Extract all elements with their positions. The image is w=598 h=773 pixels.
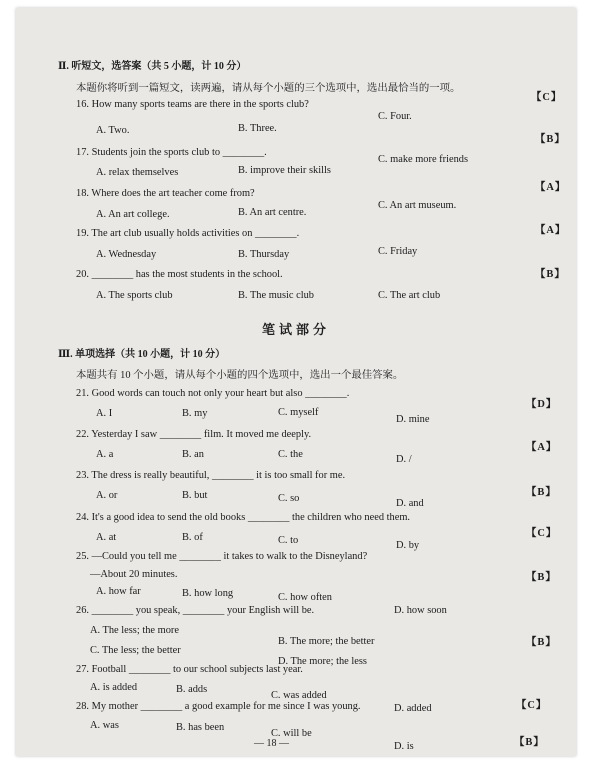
option-19-a: A. Wednesday bbox=[96, 249, 157, 260]
answer-21: 【D】 bbox=[526, 399, 558, 410]
option-25-a: A. how far bbox=[96, 586, 141, 597]
option-21-d: D. mine bbox=[396, 414, 430, 425]
option-22-a: A. a bbox=[96, 449, 114, 460]
question-23: 23. The dress is really beautiful, ________ it is too small for me. bbox=[76, 470, 346, 481]
answer-26: 【B】 bbox=[526, 637, 557, 648]
option-18-a: A. An art college. bbox=[96, 209, 170, 220]
section-2-header: Ⅱ. 听短文，选答案（共 5 小题，计 10 分） bbox=[58, 61, 247, 72]
question-26: 26. ________ you speak, ________ your English will be. bbox=[76, 605, 315, 616]
option-25-c: C. how often bbox=[278, 592, 332, 603]
question-24: 24. It's a good idea to send the old books ________ the children who need them. bbox=[76, 512, 411, 523]
option-25-b: B. how long bbox=[182, 588, 234, 599]
option-21-a: A. I bbox=[96, 408, 113, 419]
option-17-a: A. relax themselves bbox=[96, 167, 179, 178]
answer-20: 【B】 bbox=[535, 269, 566, 280]
section-3-header: Ⅲ. 单项选择（共 10 小题，计 10 分） bbox=[58, 349, 226, 360]
option-18-c: C. An art museum. bbox=[378, 200, 457, 211]
option-26-c: C. The less; the better bbox=[90, 645, 181, 656]
page-number: — 18 — bbox=[254, 738, 289, 749]
question-17: 17. Students join the sports club to ________. bbox=[76, 147, 267, 158]
question-18: 18. Where does the art teacher come from? bbox=[76, 188, 255, 199]
option-22-b: B. an bbox=[182, 449, 204, 460]
question-25-reply: —About 20 minutes. bbox=[90, 569, 178, 580]
question-22: 22. Yesterday I saw ________ film. It moved me deeply. bbox=[76, 429, 312, 440]
answer-16: 【C】 bbox=[531, 92, 563, 103]
question-27: 27. Football ________ to our school subjects last year. bbox=[76, 664, 303, 675]
option-26-a: A. The less; the more bbox=[90, 625, 179, 636]
option-18-b: B. An art centre. bbox=[238, 207, 307, 218]
option-23-d: D. and bbox=[396, 498, 424, 509]
answer-25: 【B】 bbox=[526, 572, 557, 583]
option-20-a: A. The sports club bbox=[96, 290, 173, 301]
option-21-b: B. my bbox=[182, 408, 208, 419]
option-25-d: D. how soon bbox=[394, 605, 447, 616]
question-20: 20. ________ has the most students in the school. bbox=[76, 269, 283, 280]
question-21: 21. Good words can touch not only your heart but also ________. bbox=[76, 388, 350, 399]
answer-24: 【C】 bbox=[526, 528, 558, 539]
option-28-d: D. is bbox=[394, 741, 414, 752]
option-19-b: B. Thursday bbox=[238, 249, 290, 260]
answer-19: 【A】 bbox=[535, 225, 567, 236]
option-16-b: B. Three. bbox=[238, 123, 277, 134]
option-19-c: C. Friday bbox=[378, 246, 418, 257]
option-21-c: C. myself bbox=[278, 407, 319, 418]
answer-22: 【A】 bbox=[526, 442, 558, 453]
answer-27: 【C】 bbox=[516, 700, 548, 711]
answer-18: 【A】 bbox=[535, 182, 567, 193]
option-23-b: B. but bbox=[182, 490, 208, 501]
option-27-c: C. was added bbox=[271, 690, 327, 701]
option-24-a: A. at bbox=[96, 532, 117, 543]
section-2-instruction: 本题你将听到一篇短文，读两遍，请从每个小题的三个选项中，选出最恰当的一项。 bbox=[76, 83, 461, 94]
option-26-d: D. The more; the less bbox=[278, 656, 367, 667]
question-19: 19. The art club usually holds activities on ________. bbox=[76, 228, 300, 239]
option-22-d: D. / bbox=[396, 454, 412, 465]
option-26-b: B. The more; the better bbox=[278, 636, 375, 647]
option-17-c: C. make more friends bbox=[378, 154, 469, 165]
option-27-a: A. is added bbox=[90, 682, 138, 693]
option-28-c: C. will be bbox=[271, 728, 312, 739]
exam-page bbox=[16, 8, 576, 756]
question-28: 28. My mother ________ a good example for me since I was young. bbox=[76, 701, 361, 712]
option-23-a: A. or bbox=[96, 490, 118, 501]
option-20-b: B. The music club bbox=[238, 290, 314, 301]
answer-28: 【B】 bbox=[514, 737, 545, 748]
answer-17: 【B】 bbox=[535, 134, 566, 145]
option-16-c: C. Four. bbox=[378, 111, 412, 122]
option-22-c: C. the bbox=[278, 449, 303, 460]
option-23-c: C. so bbox=[278, 493, 300, 504]
option-17-b: B. improve their skills bbox=[238, 165, 331, 176]
option-24-b: B. of bbox=[182, 532, 203, 543]
option-20-c: C. The art club bbox=[378, 290, 441, 301]
option-24-c: C. to bbox=[278, 535, 299, 546]
option-28-b: B. has been bbox=[176, 722, 225, 733]
option-27-b: B. adds bbox=[176, 684, 208, 695]
option-24-d: D. by bbox=[396, 540, 420, 551]
answer-23: 【B】 bbox=[526, 487, 557, 498]
written-part-title: 笔试部分 bbox=[261, 322, 330, 337]
question-25: 25. —Could you tell me ________ it takes to walk to the Disneyland? bbox=[76, 551, 368, 562]
question-16: 16. How many sports teams are there in the sports club? bbox=[76, 99, 309, 110]
option-28-a: A. was bbox=[90, 720, 119, 731]
section-3-instruction: 本题共有 10 个小题，请从每个小题的四个选项中，选出一个最佳答案。 bbox=[76, 370, 404, 381]
option-16-a: A. Two. bbox=[96, 125, 130, 136]
option-27-d: D. added bbox=[394, 703, 432, 714]
